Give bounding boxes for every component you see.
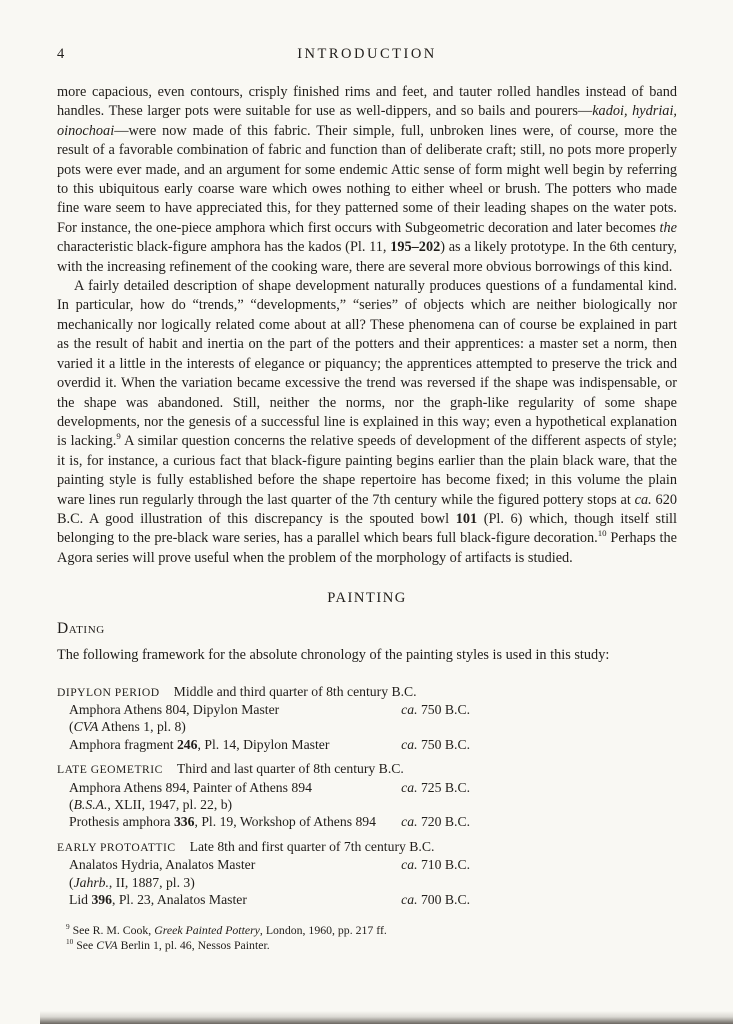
entry-text: Lid 396, Pl. 23, Analatos Master: [69, 892, 247, 908]
dating-heading: Dating: [57, 620, 105, 638]
chronology-entry: [69, 718, 470, 735]
period-range: Third and last quarter of 8th century B.C.: [176, 761, 404, 777]
entry-date: ca. 700 B.C.: [401, 892, 470, 908]
chronology-period: [57, 683, 470, 754]
period-label: LATE GEOMETRIC: [57, 763, 163, 777]
paragraph: A fairly detailed description of shape development naturally produces questions of a fundamental kind. In particular, how do “trends,” “developments,” “series” of objects which are neither biologically nor mechanically nor logically related come about at all? These phenomena can of course be explained in part as the result of habit and inertia on the part of the potters and their apprentices: a master set a norm, then varied it a little in the interests of elegance or piquancy; the apprentices attempted to preserve the trick and overdid it. When the variation became excessive the trend was reversed if the shape was indispensable, or the shape was abandoned. Still, neither the norms, nor the graph-like regularity of some shape developments, nor the genesis of a successful line is explained in this way; even a hypothetical explanation is lacking.$^9$ A similar question concerns the relative speeds of development of the different aspects of style; it is, for instance, a curious fact that black-figure painting begins earlier than the plain black ware, that the painting style is fully established before the shape repertoire has become fixed; in this volume the plain ware lines run regularly through the last quarter of the 7th century while the figured pottery stops at ca. 620 B.C. A good illustration of this discrepancy is the spouted bowl 101 (Pl. 6) which, though itself still belonging to the pre-black ware series, has a parallel which bears full black-figure decoration.$^{10}$ Perhaps the Agora series will prove useful when the problem of the morphology of artifacts is studied.: [57, 278, 678, 566]
entry-text: Analatos Hydria, Analatos Master: [69, 857, 256, 873]
entry-text: Amphora Athens 804, Dipylon Master: [69, 701, 280, 717]
period-label: DIPYLON PERIOD: [57, 685, 160, 699]
entry-text: Amphora Athens 894, Painter of Athens 894: [69, 779, 312, 795]
footnote: $^{10}$ See CVA Berlin 1, pl. 46, Nessos Painter.: [66, 937, 270, 953]
footnotes: [57, 923, 677, 952]
chronology-entry: [69, 891, 470, 908]
chronology-entry: [69, 874, 470, 891]
entry-text: Prothesis amphora 336, Pl. 19, Workshop of Athens 894: [69, 814, 376, 830]
chronology-period: [57, 838, 470, 909]
body-paragraphs: [57, 83, 677, 568]
entry-date: ca. 750 B.C.: [401, 701, 470, 717]
dating-intro: The following framework for the absolute chronology of the painting styles is used in this study:: [57, 647, 610, 664]
entry-text: (Jahrb., II, 1887, pl. 3): [69, 874, 195, 890]
chronology-list: [57, 683, 470, 909]
footnote: $^9$ See R. M. Cook, Greek Painted Pottery, London, 1960, pp. 217 ff.: [66, 922, 387, 938]
period-range: Late 8th and first quarter of 7th century B.C.: [189, 838, 435, 854]
chronology-entry: [69, 701, 470, 718]
page-header: [57, 46, 677, 63]
period-label: EARLY PROTOATTIC: [57, 840, 176, 854]
entry-text: (B.S.A., XLII, 1947, pl. 22, b): [69, 797, 233, 812]
entry-date: ca. 720 B.C.: [401, 814, 470, 830]
chronology-entry: [69, 736, 470, 753]
entry-date: ca. 750 B.C.: [401, 736, 470, 752]
chronology-entry: [69, 796, 470, 813]
paragraph: more capacious, even contours, crisply finished rims and feet, and tauter rolled handles instead of band handles. These larger pots were suitable for use as well-dippers, and so bails and pourers—kadoi, hydriai, oinochoai—were now made of this fabric. Their simple, full, unbroken lines were, of course, more the result of a favorable combination of fabric and function than of deliberate craft; still, no pots more properly pots were ever made, and an argument for some endemic Attic sense of form might well begin by referring to this ubiquitous early coarse ware which owes nothing to either wheel or brush. The potters who made fine ware seem to have appreciated this, for they patterned some of their leading shapes on the water pots. For instance, the one-piece amphora which first occurs with Subgeometric decoration and later becomes the characteristic black-figure amphora has the kados (Pl. 11, 195–202) as a likely prototype. In the 6th century, with the increasing refinement of the cooking ware, there are several more obvious borrowings of this kind.: [57, 84, 677, 275]
entry-text: (CVA Athens 1, pl. 8): [69, 719, 186, 735]
entry-date: ca. 710 B.C.: [401, 857, 470, 873]
chronology-entry: [69, 856, 470, 873]
chronology-entry: [69, 813, 470, 830]
period-heading: [57, 760, 470, 778]
running-title: INTRODUCTION: [297, 46, 437, 62]
section-title-painting: PAINTING: [327, 590, 407, 607]
page-content: [57, 46, 677, 953]
period-range: Middle and third quarter of 8th century B.C.: [173, 683, 417, 699]
period-heading: [57, 683, 470, 701]
period-heading: [57, 838, 470, 856]
entry-text: Amphora fragment 246, Pl. 14, Dipylon Master: [69, 736, 330, 752]
chronology-period: [57, 760, 470, 831]
scan-edge-shadow: [40, 1011, 733, 1024]
page-number: 4: [57, 46, 65, 62]
entry-date: ca. 725 B.C.: [401, 779, 470, 795]
chronology-entry: [69, 779, 470, 796]
